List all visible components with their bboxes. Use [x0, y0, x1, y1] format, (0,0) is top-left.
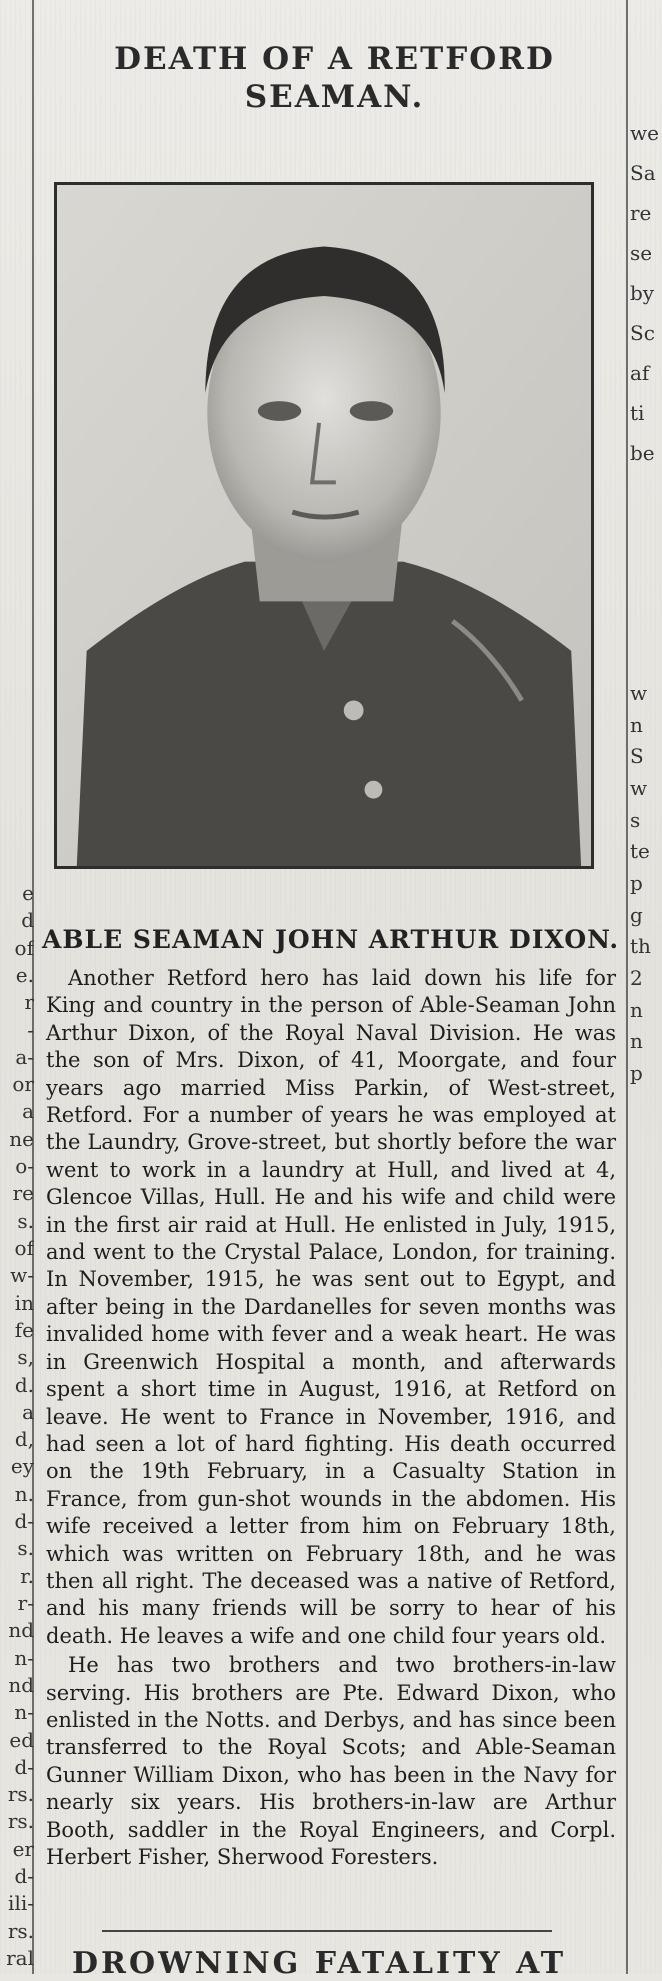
article-body: [46, 965, 616, 1871]
right-column-fragments: [630, 0, 662, 1974]
column-fragment: d.: [14, 1372, 34, 1397]
column-fragment: d: [21, 908, 34, 933]
column-fragment: re: [630, 201, 652, 225]
column-fragment: d-: [14, 1754, 34, 1779]
left-column-fragments: [4, 0, 34, 1974]
column-fragment: se: [630, 241, 653, 265]
column-fragment: d,: [14, 1427, 34, 1452]
column-fragment: e: [22, 881, 34, 905]
column-fragment: re: [12, 1181, 34, 1206]
column-fragment: ed: [9, 1727, 34, 1752]
column-fragment: of: [14, 1236, 34, 1260]
headline-line-1: DEATH OF A RETFORD: [114, 41, 555, 77]
column-fragment: te: [630, 839, 650, 864]
column-fragment: w: [630, 681, 648, 705]
column-fragment: a-: [15, 1044, 34, 1069]
column-fragment: s,: [17, 1345, 34, 1370]
column-fragment: a: [22, 1099, 34, 1124]
paragraph-1: Another Retford hero has laid down his life for King and country in the person of Able-Seaman John Arthur Dixon, of the Royal Naval Division. He was the son of Mrs. Dixon, of 41, Moorgate, and four years ago married Miss Parkin, of West-street, Retford. For a number of years he was employed at the Laundry, Grove-street, but shortly before the war went to work in a laundry at Hull, and lived at 4, Glencoe Villas, Hull. He and his wife and child were in the first air raid at Hull. He enlisted in July, 1915, and went to the Crystal Palace, London, for training. In November, 1915, he was sent out to Egypt, and after being in the Dardanelles for seven months was invalided home with fever and a weak heart. He was in Greenwich Hospital a month, and afterwards spent a short time in August, 1916, at Retford on leave. He went to France in November, 1916, and had seen a lot of hard fighting. His death occurred on the 19th February, in a Casualty Station in France, from gun-shot wounds in the abdomen. His wife received a letter from him on February 18th, which was written on February 18th, and he was then all right. The deceased was a native of Retford, and his many friends will be sorry to hear of his death. He leaves a wife and one child four years old.: [46, 966, 616, 1648]
column-fragment: n-: [14, 1700, 34, 1725]
column-fragment: rs.: [7, 1809, 34, 1834]
section-divider: [102, 1930, 552, 1932]
headline: [42, 40, 627, 116]
column-fragment: r.: [20, 1563, 34, 1588]
column-fragment: rs.: [7, 1782, 34, 1807]
column-fragment: w-: [10, 1263, 34, 1288]
column-fragment: ili-: [8, 1891, 34, 1916]
column-fragment: n: [630, 997, 643, 1022]
column-fragment: d-: [14, 1509, 34, 1534]
column-fragment: p: [630, 1061, 643, 1085]
article: [42, 0, 627, 1981]
column-fragment: nd: [8, 1618, 34, 1643]
column-fragment: af: [630, 361, 650, 385]
column-fragment: n.: [14, 1481, 34, 1506]
column-fragment: ral: [6, 1946, 34, 1970]
column-fragment: Sc: [630, 321, 655, 345]
column-fragment: in: [14, 1290, 34, 1315]
column-fragment: p: [630, 871, 643, 895]
column-fragment: ne: [9, 1126, 34, 1151]
column-fragment: s.: [17, 1208, 34, 1233]
column-fragment: r-: [17, 1591, 34, 1615]
column-fragment: of: [14, 935, 34, 960]
column-fragment: s.: [17, 1536, 34, 1561]
portrait-photo: [54, 182, 594, 869]
next-article-headline: DROWNING FATALITY AT: [72, 1946, 567, 1981]
column-fragment: n-: [14, 1645, 34, 1670]
column-fragment: e.: [15, 962, 34, 987]
photo-caption: ABLE SEAMAN JOHN ARTHUR DIXON.: [42, 925, 620, 954]
column-fragment: s: [630, 807, 641, 832]
column-fragment: ey: [10, 1454, 34, 1479]
column-fragment: we: [630, 121, 659, 145]
column-fragment: or: [12, 1072, 34, 1097]
column-fragment: be: [630, 441, 655, 465]
column-fragment: th: [630, 934, 651, 959]
column-fragment: o-: [15, 1154, 34, 1179]
column-fragment: Sa: [630, 161, 656, 185]
column-fragment: n: [630, 1029, 643, 1054]
column-fragment: fe: [14, 1317, 34, 1342]
column-fragment: d-: [14, 1864, 34, 1889]
paragraph-2: He has two brothers and two brothers-in-law serving. His brothers are Pte. Edward Dixon, who enlisted in the Notts. and Derbys, and has since been transferred to the Royal Scots; and Able-Seaman Gunner William Dixon, who has been in the Navy for nearly six years. His brothers-in-law are Arthur Booth, saddler in the Royal Engineers, and Corpl. Herbert Fisher, Sherwood Foresters.: [46, 1653, 616, 1869]
column-fragment: ti: [630, 401, 645, 425]
column-fragment: a: [22, 1399, 34, 1424]
column-fragment: by: [630, 281, 655, 305]
column-fragment: g: [630, 902, 643, 927]
column-fragment: 2: [630, 966, 643, 990]
column-fragment: S: [630, 744, 644, 769]
column-fragment: nd: [8, 1672, 34, 1697]
column-fragment: n: [630, 712, 643, 737]
headline-line-2: SEAMAN.: [244, 79, 425, 115]
column-fragment: w: [630, 776, 648, 800]
column-fragment: r: [24, 990, 34, 1015]
portrait-photo-icon: [57, 185, 591, 866]
column-fragment: er: [12, 1836, 34, 1861]
column-fragment: -: [27, 1017, 34, 1042]
column-fragment: rs.: [7, 1918, 34, 1943]
